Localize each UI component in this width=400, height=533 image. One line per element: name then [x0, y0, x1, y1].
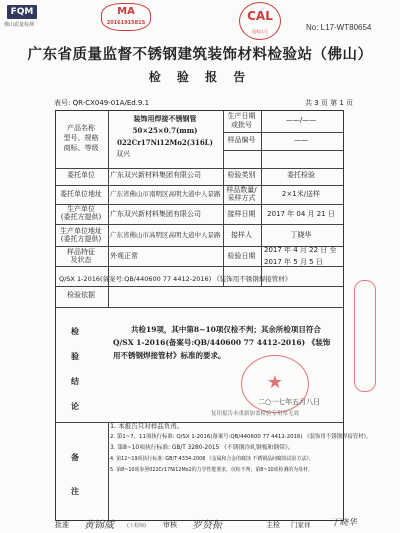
client-label: 委托单位 — [67, 171, 95, 179]
sample-no-value: —— — [294, 136, 308, 144]
reviewer-signature: 罗贤振 — [192, 520, 222, 531]
producer-address-label: 生产单位地址 (委托方提供) — [60, 227, 102, 243]
product-grade: 022Cr17Ni12Mo2(316L) — [117, 138, 213, 147]
client-address-label: 委托单位地址 — [60, 190, 102, 198]
tester-name: 门家祥 — [291, 521, 311, 529]
client-value: 广东双兴新材料集团有限公司 — [110, 171, 201, 179]
fqm-logo-subtitle: 佛山质量检测 — [4, 22, 35, 28]
basis-label: 检验依据 — [67, 291, 95, 299]
form-number: 表号: QR-CX049-01A/Ed.9.1 — [54, 99, 150, 107]
conclusion-label-char-4: 论 — [71, 401, 79, 411]
fqm-logo: FQM — [7, 5, 37, 19]
ma-seal-text: MA — [117, 6, 135, 17]
approver-title: (工程师) — [127, 523, 146, 529]
test-type-value: 委托检验 — [287, 171, 315, 179]
conclusion-label-char-1: 检 — [71, 326, 79, 336]
page-title: 广东省质量监督不锈钢建筑装饰材料检验站（佛山） — [27, 46, 373, 63]
test-date-label: 检验日期 — [227, 252, 256, 260]
conclusion-text: 共检19项，其中第8~10项仅检不判；其余所检项目符合Q/SX 1-2016(备案号:QB/440600 77 4412-2016) 《装饰用不锈钢焊接管材》标准的要求。 — [113, 325, 331, 360]
appearance-label: 样品特征 及状态 — [67, 248, 95, 264]
test-date-from: 2017 年 4 月 22 日 至 — [264, 246, 337, 254]
receiver-label: 接样人 — [231, 231, 252, 239]
note-line: 3. 第8~10项执行标准: GB/T 3280-2015 《不锈钢冷轧钢板和钢带》。 — [110, 445, 294, 451]
approver-signature: 黄锦威 — [84, 520, 114, 531]
seam-stamp-icon — [354, 280, 376, 392]
received-date-value: 2017 年 04 月 21 日 — [267, 210, 335, 218]
quantity-label: 样品数量/ 采样方式 — [226, 186, 257, 202]
tester-signature: 丁晓华 — [331, 518, 357, 528]
note-line: 5. 第8~10项参照022Cr17Ni12Mo2的力学性能要求，仅检不判；第8~10项检测的为母材。 — [110, 467, 313, 473]
appearance-value: 外观正常 — [110, 252, 138, 260]
test-date-to: 2017 年 5 月 5 日 — [264, 258, 323, 266]
producer-address-value: 广东省佛山市高明区高明大道中人景路 — [110, 231, 221, 239]
test-type-label: 检验类别 — [227, 171, 256, 179]
inspection-seal-icon: ★ — [241, 355, 309, 413]
cal-seal-text: CAL — [247, 9, 273, 23]
client-address-value: 广东省佛山市南明区高明大道中人景路 — [110, 190, 221, 198]
reviewer-label: 审核 — [163, 521, 177, 529]
receiver-value: 丁晓华 — [290, 231, 312, 239]
date-label: 生产日期 或批号 — [227, 112, 256, 129]
sample-no-label: 样品编号 — [227, 136, 256, 144]
approver-label: 批准 — [55, 521, 69, 529]
product-brand: 双兴 — [116, 150, 130, 158]
notes-list — [110, 421, 372, 476]
conclusion-label-char-3: 结 — [71, 376, 79, 386]
conclusion-label-char-2: 验 — [71, 351, 79, 361]
notes-label-char-2: 注 — [71, 486, 79, 496]
ma-seal-number: 2016191581S — [106, 20, 146, 26]
note-line: 2. 第1~7、11项执行标准: Q/SX 1-2016(备案号:QB/440600 77 4412-2016) 《装饰用不锈钢焊接管材》。 — [110, 434, 372, 440]
date-value: ——/—— — [285, 116, 317, 124]
cal-seal-icon — [239, 2, 281, 40]
received-date-label: 接样日期 — [227, 210, 256, 218]
producer-value: 广东双兴新材料集团有限公司 — [110, 210, 201, 218]
producer-label: 生产单位 (委托方提供) — [60, 205, 102, 221]
product-name: 装饰用焊接不锈钢管 — [133, 114, 197, 123]
product-spec: 50×25×0.7(mm) — [132, 126, 198, 135]
certificate-number: No: L17-WT80654 — [306, 23, 372, 32]
tester-label: 主检 — [266, 521, 280, 529]
cal-seal-caption: 国家认可 — [252, 29, 268, 34]
report-subtitle: 检 验 报 告 — [148, 70, 252, 84]
copy-notice: 复印报告未重新加盖检验专用章无效 — [211, 411, 300, 417]
note-line: 4. 第12~19项执行标准: GB/T 4334-2008 《金属和合金的腐蚀 不锈钢晶间腐蚀试验方法》。 — [110, 456, 314, 462]
page-indicator: 共 3 页 第 1 页 — [305, 99, 354, 107]
notes-label-char-1: 备 — [71, 452, 79, 462]
quantity-value: 2×1米/送样 — [281, 190, 321, 198]
basis-value: Q/SX 1-2016(备案号:QB/440600 77 4412-2016) 《装饰用不锈钢焊接管材》 — [59, 275, 292, 283]
note-line: 1. 本报告只对样品负责。 — [110, 422, 184, 430]
product-label: 产品名称 型号、规格 商标、等级 — [63, 124, 99, 152]
conclusion-date: 二○一七年五月八日 — [258, 398, 321, 406]
ma-seal-icon — [101, 3, 151, 31]
